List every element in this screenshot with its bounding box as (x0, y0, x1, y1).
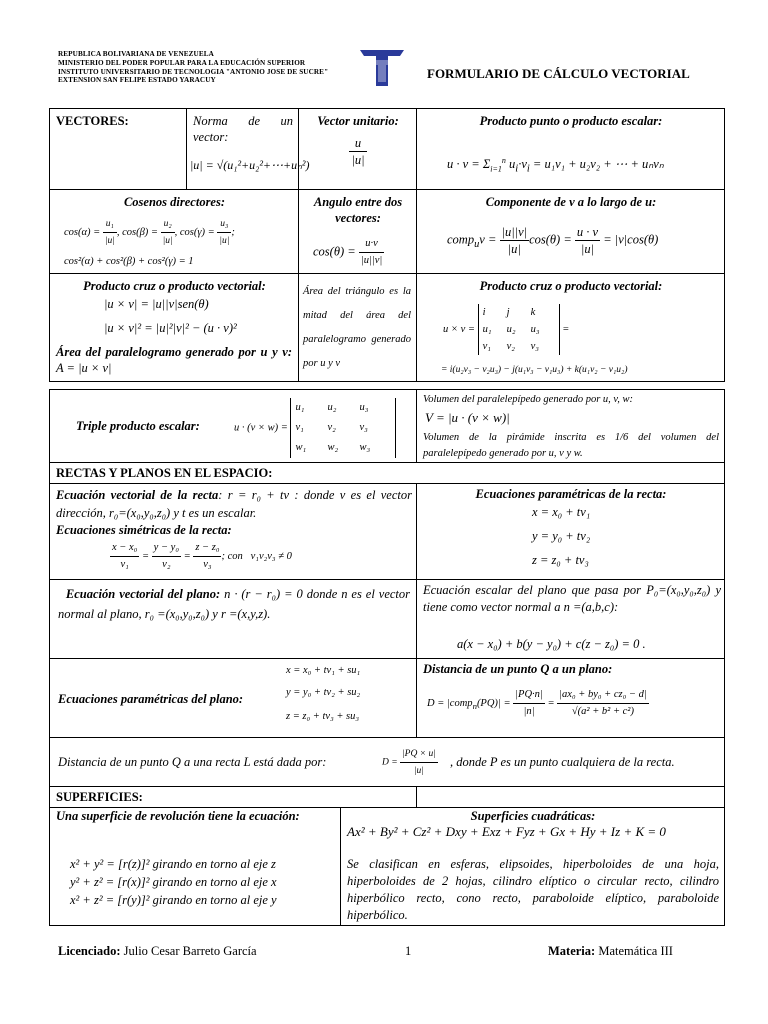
cuadraticas-cell (340, 807, 725, 926)
page-number: 1 (405, 944, 412, 958)
plano-escalar-formula: a(x − x₀) + b(y − y₀) + c(z − z₀) = 0 . (457, 637, 646, 651)
cruz-expansion-formula: = i(u₂v₃ − v₂u₃) − j(u₁v₃ − v₁u₃) + k(u₁v₂ − v₁u₂) (441, 365, 628, 375)
superficies-heading-cell (49, 786, 417, 808)
piramide-text: Volumen de la pirámide inscrita es 1/6 del volumen del paralelepípedo generado por u, v y w. (423, 432, 719, 459)
angulo-label: Angulo entre dos vectores: (313, 195, 403, 225)
plano-vectorial-label: Ecuación vectorial del plano: (65, 587, 221, 601)
revolucion-text: Una superficie de revolución tiene la ecuación: (56, 809, 300, 823)
institution-line: EXTENSION SAN FELIPE ESTADO YARACUY (58, 76, 216, 85)
componente-formula: comp$_u$v = $\frac{|u||v|}{|u|}$ cos(θ) = $\frac{u \cdot v}{|u|}$ = |v|cos(θ) (447, 225, 659, 256)
volumen-text: Volumen del paralelepípedo generado por u, v, w: (423, 394, 634, 405)
distancia-recta-text: Distancia de un punto Q a una recta L está dada por: (58, 755, 327, 769)
cosenos-cell (49, 189, 299, 274)
distancia-plano-formula: D = |comp$_n$(PQ)| = $\frac{|PQ\cdot n|}{|n|}$ = $\frac{\text{|ax₀ + by₀ + cz₀ − d|}}{\text{√(a² + b² + c²)}}$ (427, 689, 647, 717)
triple-formula: u · (v × w) = u₁ u₂ u₃ v₁ v₂ v₃ w₁ w₂ w₃ (234, 398, 396, 458)
triple-cell (49, 389, 417, 463)
formula-sheet (49, 108, 725, 926)
simetricas-label: Ecuaciones simétricas de la recta: (56, 523, 232, 537)
institution-header (58, 50, 328, 85)
licenciado-name: Julio Cesar Barreto García (123, 944, 257, 958)
licenciado-label: Licenciado: (58, 944, 121, 958)
cruz-label: Producto cruz o producto vectorial: (83, 279, 266, 293)
triple-label: Triple producto escalar: (76, 419, 200, 433)
unitario-cell (298, 108, 417, 190)
triangulo-cell (298, 273, 417, 382)
volumen-cell (416, 389, 725, 463)
plano-vectorial-cell (49, 579, 417, 659)
cuadraticas-equation: Ax² + By² + Cz² + Dxy + Exz + Fyz + Gx + Hy + Iz + K = 0 (347, 824, 666, 839)
triangulo-text: Área del triángulo es la mitad del área del paralelogramo generado por u y v (303, 286, 411, 369)
vectores-heading: VECTORES: (56, 114, 129, 128)
cruz-det-cell (416, 273, 725, 382)
plano-param-y: y = y₀ + tv₂ + su₂ (286, 687, 361, 698)
cruz-identity-formula: |u × v|² = |u|²|v|² − (u · v)² (104, 321, 237, 335)
cruz-det-formula: u × v = i j k u₁ u₂ u₃ v₁ v₂ v₃ = (443, 304, 569, 355)
recta-param-z: z = z₀ + tv₃ (532, 553, 589, 567)
punto-formula: $u \cdot v = \Sigma_{i=1}^n$ $u_i\cdot v_i = u_1v_1 + u_2v_2$ + ⋯ + uₙvₙ (447, 156, 664, 175)
superficies-heading-blank (416, 786, 725, 808)
unitario-label: Vector unitario: (317, 114, 399, 128)
cruz-det-label: Producto cruz o producto vectorial: (479, 279, 663, 293)
norma-label: Norma de un vector: (193, 114, 293, 144)
recta-vectorial-text: Ecuación vectorial de la recta: r = r₀ + tv : donde v es el vector dirección, r₀=(x₀,y₀,z₀) y t es un escalar. (56, 488, 412, 520)
revolucion-y: x² + z² = [r(y)]² girando en torno al eje y (70, 893, 277, 907)
plano-escalar-text: Ecuación escalar del plano que pasa por P₀=(x₀,y₀,z₀) y tiene como vector normal a n =(a,b,c): (423, 583, 721, 614)
angulo-formula: cos(θ) = $\frac{u\cdot v}{|u||v|}$ (313, 238, 383, 266)
area-label: Área del paralelogramo generado por u y v: A = |u × v| (56, 345, 292, 375)
clasificacion-text: Se clasifican en esferas, elipsoides, hiperboloides de una hoja, hiperboloides de 2 hojas, cilindro elíptico o circular recto, cilindro hiperbólico recto, cono recto, paraboloide elíptico, paraboloide hiperbólico. (347, 857, 719, 922)
institution-line: INSTITUTO UNIVERSITARIO DE TECNOLOGIA "ANTONIO JOSE DE SUCRE" (58, 67, 329, 76)
cruz-norma-formula: |u × v| = |u||v|sen(θ) (104, 297, 209, 311)
plano-vectorial-text: Ecuación vectorial del plano: n · (r − r₀) = 0 donde n es el vector normal al plano, r₀ =(x₀,y₀,z₀) y r =(x,y,z). (58, 587, 411, 621)
plano-parametricas-cell (49, 658, 417, 738)
plano-param-z: z = z₀ + tv₃ + su₃ (286, 711, 360, 722)
recta-vectorial-label: Ecuación vectorial de la recta (56, 488, 219, 502)
simetricas-formula: $\frac{\text{x − x₀}}{\text{v₁}}$ = $\frac{\text{y − y₀}}{\text{v₂}}$ = $\frac{\text{z − z₀}}{\text{v₃}}$ ; con v₁v₂v₃ ≠ 0 (112, 542, 292, 570)
institution-logo (358, 48, 406, 88)
revolucion-z: x² + y² = [r(z)]² girando en torno al eje z (70, 857, 276, 871)
rectas-heading-cell (49, 462, 725, 484)
punto-label: Producto punto o producto escalar: (479, 114, 663, 128)
document-title: FORMULARIO DE CÁLCULO VECTORIAL (427, 66, 690, 81)
componente-label: Componente de v a lo largo de u: (485, 195, 657, 209)
materia-name: Matemática III (598, 944, 673, 958)
recta-param-x: x = x₀ + tv₁ (532, 505, 591, 519)
norma-formula: |u| = √(u₁²+u₂²+⋯+uₙ²) (190, 158, 310, 172)
plano-escalar-cell (416, 579, 725, 659)
institution-line: MINISTERIO DEL PODER POPULAR PARA LA EDUCACIÓN SUPERIOR (58, 58, 306, 67)
cosenos-formula: cos(α) = $\frac{\text{u₁}}{|u|}$ , cos(β) = $\frac{\text{u₂}}{|u|}$ , cos(γ) = $\frac{\text{u₃}}{|u|}$ ; (64, 216, 235, 249)
volumen-formula: V = |u · (v × w)| (425, 410, 510, 425)
revolucion-cell (49, 807, 341, 926)
distancia-recta-tail: , donde P es un punto cualquiera de la recta. (450, 755, 675, 769)
recta-parametricas-cell (416, 483, 725, 580)
recta-parametricas-label: Ecuaciones paramétricas de la recta: (475, 487, 667, 501)
punto-cell (416, 108, 725, 190)
institution-line: REPUBLICA BOLIVARIANA DE VENEZUELA (58, 50, 214, 58)
cosenos-label: Cosenos directores: (123, 195, 226, 209)
recta-vectorial-cell (49, 483, 417, 580)
norma-cell (186, 108, 310, 190)
superficies-heading: SUPERFICIES: (56, 790, 143, 804)
rectas-heading: RECTAS Y PLANOS EN EL ESPACIO: (56, 466, 273, 480)
cuadraticas-label: Superficies cuadráticas: (470, 809, 596, 823)
unitario-formula: $\frac{u}{|u|}$ (351, 136, 365, 167)
footer-licenciado (58, 944, 257, 959)
distancia-recta-cell (49, 737, 725, 787)
distancia-plano-label: Distancia de un punto Q a un plano: (423, 662, 613, 676)
vectores-cell (49, 108, 187, 190)
footer-materia (548, 944, 673, 959)
materia-label: Materia: (548, 944, 596, 958)
distancia-plano-cell (416, 658, 725, 738)
distancia-recta-formula: D = $\frac{|PQ \times u|}{|u|}$ (382, 746, 438, 779)
revolucion-x: y² + z² = [r(x)]² girando en torno al eje x (70, 875, 277, 889)
angulo-cell (298, 189, 417, 274)
plano-parametricas-label: Ecuaciones paramétricas del plano: (58, 692, 244, 706)
cosenos-identity: cos²(α) + cos²(β) + cos²(γ) = 1 (64, 256, 194, 267)
plano-param-x: x = x₀ + tv₁ + su₁ (286, 665, 361, 676)
cruz-cell (49, 273, 299, 382)
recta-param-y: y = y₀ + tv₂ (532, 529, 591, 543)
componente-cell (416, 189, 725, 274)
